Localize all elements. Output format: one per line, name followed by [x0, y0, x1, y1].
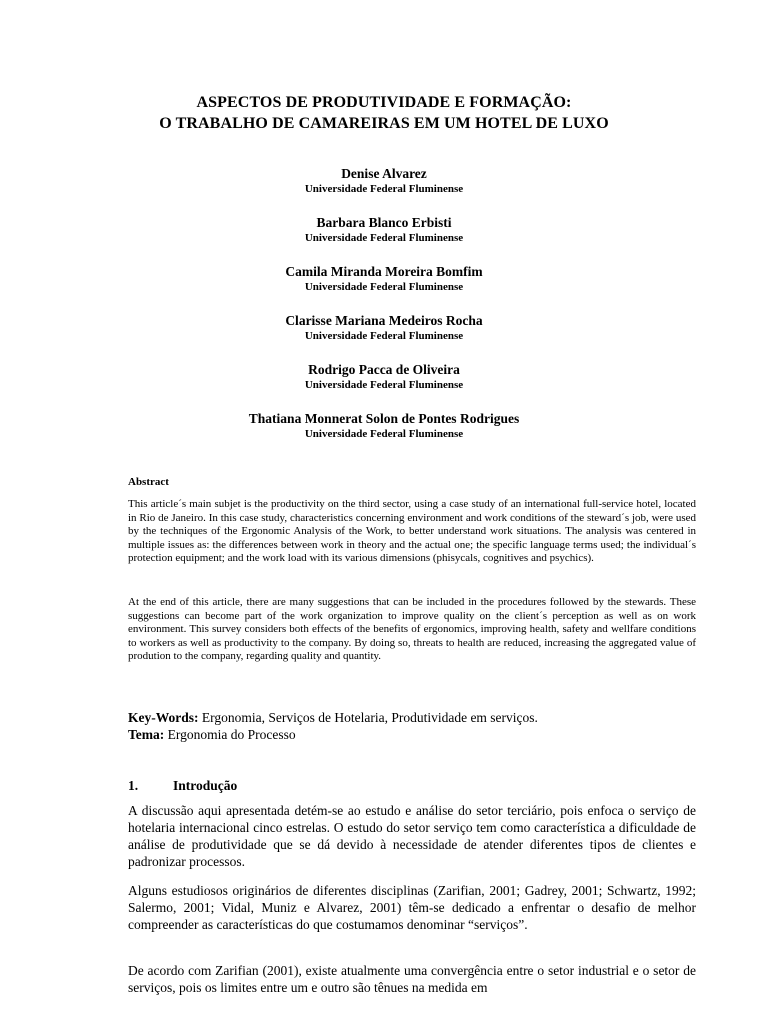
author-name: Camila Miranda Moreira Bomfim — [285, 264, 483, 279]
author-name: Denise Alvarez — [341, 166, 427, 181]
author-name: Clarisse Mariana Medeiros Rocha — [285, 313, 483, 328]
author-affiliation: Universidade Federal Fluminense — [304, 379, 464, 391]
tema-value: Ergonomia do Processo — [164, 727, 296, 742]
author-name: Rodrigo Pacca de Oliveira — [308, 362, 460, 377]
author-block — [0, 166, 768, 196]
author-affiliation: Universidade Federal Fluminense — [304, 183, 464, 195]
author-block — [0, 215, 768, 245]
section-number: 1. — [128, 778, 139, 793]
keywords-label: Key-Words: — [128, 710, 199, 725]
author-name: Thatiana Monnerat Solon de Pontes Rodrigues — [248, 411, 520, 426]
author-block — [0, 264, 768, 294]
author-affiliation: Universidade Federal Fluminense — [304, 330, 464, 342]
abstract-heading: Abstract — [128, 476, 169, 488]
author-affiliation: Universidade Federal Fluminense — [304, 428, 464, 440]
section-heading — [128, 778, 237, 794]
author-block — [0, 313, 768, 343]
tema-label: Tema: — [128, 727, 165, 742]
body-paragraph: A discussão aqui apresentada detém-se ao estudo e análise do setor terciário, pois enfoca o serviço de hotelaria internacional cinco estrelas. O estudo do setor serviço tem como característica a dificuldade de análise de produtividade que se dá devido à necessidade de atender diferentes tipos de clientes e padronizar processos. — [128, 803, 696, 869]
section-title: Introdução — [173, 778, 238, 793]
author-affiliation: Universidade Federal Fluminense — [304, 232, 464, 244]
abstract-paragraph: This article´s main subjet is the productivity on the third sector, using a case study of an international full-service hotel, located in Rio de Janeiro. In this case study, characteristics concerning environment and work conditions of the steward´s job, were used by the techniques of the Ergonomic Analysis of the Work, to better understand work situations. The analysis was centered in multiple issues as: the differences between work in theory and the actual one; the specific language terms used; the individual´s protection equipment; and the work load with its various dimensions (phisycals, cognitives and psychics). — [128, 498, 696, 565]
keywords-value: Ergonomia, Serviços de Hotelaria, Produtividade em serviços. — [198, 710, 538, 725]
author-block — [0, 411, 768, 441]
body-paragraph: Alguns estudiosos originários de diferentes disciplinas (Zarifian, 2001; Gadrey, 2001; Schwartz, 1992; Salermo, 2001; Vidal, Muniz e Alvarez, 2001) têm-se dedicado a enfrentar o desafio de melhor compreender as características do que costumamos denominar “serviços”. — [128, 883, 696, 932]
author-block — [0, 362, 768, 392]
author-affiliation: Universidade Federal Fluminense — [304, 281, 464, 293]
paper-title — [0, 92, 768, 134]
title-line-2: O TRABALHO DE CAMAREIRAS EM UM HOTEL DE LUXO — [159, 115, 609, 132]
abstract-paragraph: At the end of this article, there are many suggestions that can be included in the procedures followed by the stewards. These suggestions can become part of the work organization to improve quality on the client´s perception as well as on work environment. This survey considers both effects of the benefits of ergonomics, improving health, safety and wellfare conditions to workers as well as productivity to the company. By doing so, threats to health are reduced, increasing the aggregated value of prodution to the company, regarding quality and quantity. — [128, 596, 696, 663]
title-line-1: ASPECTOS DE PRODUTIVIDADE E FORMAÇÃO: — [196, 94, 572, 111]
body-paragraph: De acordo com Zarifian (2001), existe atualmente uma convergência entre o setor industrial e o setor de serviços, pois os limites entre um e outro são tênues na medida em — [128, 963, 696, 995]
author-name: Barbara Blanco Erbisti — [316, 215, 452, 230]
keywords-line — [128, 709, 696, 726]
tema-line — [128, 726, 696, 743]
